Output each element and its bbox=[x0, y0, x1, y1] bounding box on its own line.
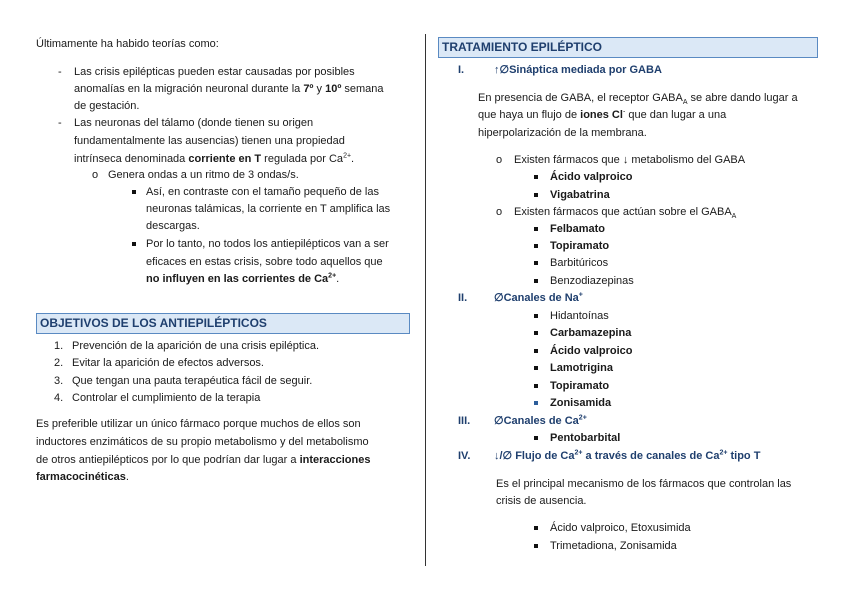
square-bullet bbox=[534, 430, 538, 448]
drug-item: Topiramato bbox=[550, 380, 610, 392]
objective-item: Que tengan una pauta terapéutica fácil de seguir. bbox=[72, 375, 313, 387]
square-bullet bbox=[534, 325, 538, 343]
paragraph-line: Es preferible utilizar un único fármaco porque muchos de ellos son bbox=[36, 418, 361, 430]
square-bullet bbox=[534, 343, 538, 361]
roman-numeral: IV. bbox=[458, 450, 471, 462]
square-bullet bbox=[534, 360, 538, 378]
dash2-line: Las neuronas del tálamo (donde tienen su origen bbox=[74, 117, 314, 129]
sub-item: Existen fármacos que ↓ metabolismo del GABA bbox=[514, 154, 746, 166]
sub-item: Genera ondas a un ritmo de 3 ondas/s. bbox=[108, 169, 299, 181]
sq2-line: no influyen en las corrientes de $Ca^{2+}$. bbox=[146, 272, 340, 285]
paragraph-line: hiperpolarización de la membrana. bbox=[478, 127, 647, 139]
sq1-line: descargas. bbox=[146, 220, 200, 232]
dash-bullet: - bbox=[58, 117, 62, 129]
dash2-line: fundamentalmente las ausencias) tienen una propiedad bbox=[74, 135, 345, 147]
paragraph-line: Es el principal mecanismo de los fármacos que controlan las bbox=[496, 478, 792, 490]
paragraph-line: inductores enzimáticos de su propio metabolismo y del metabolismo bbox=[36, 436, 369, 448]
square-bullet bbox=[534, 538, 538, 556]
circle-bullet: o bbox=[496, 154, 503, 166]
list-number: 2. bbox=[54, 357, 64, 369]
roman-numeral: I. bbox=[458, 64, 465, 76]
list-number: 4. bbox=[54, 392, 64, 404]
drug-item: Topiramato bbox=[550, 240, 610, 252]
square-bullet bbox=[534, 255, 538, 273]
drug-item: Barbitúricos bbox=[550, 257, 609, 269]
section-heading: ∅Canales de Na+ bbox=[494, 291, 583, 304]
paragraph-line: crisis de ausencia. bbox=[496, 495, 587, 507]
dash1-line: anomalías en la migración neuronal durante la 7º y 10º semana bbox=[74, 83, 384, 95]
drug-item: Trimetadiona, Zonisamida bbox=[550, 540, 677, 552]
drug-item: Vigabatrina bbox=[550, 189, 610, 201]
square-bullet bbox=[534, 395, 538, 413]
objective-item: Controlar el cumplimiento de la terapia bbox=[72, 392, 261, 404]
square-bullet bbox=[534, 221, 538, 239]
dash2-line: intrínseca denominada corriente en T regulada por $Ca^{2+}$. bbox=[74, 152, 355, 165]
paragraph-line: de otros antiepilépticos por lo que podrían dar lugar a interacciones bbox=[36, 454, 371, 466]
sq2-line: eficaces en estas crisis, sobre todo aquellos que bbox=[146, 256, 383, 268]
roman-numeral: II. bbox=[458, 292, 468, 304]
drug-item: Ácido valproico, Etoxusimida bbox=[550, 522, 691, 534]
intro-text: Últimamente ha habido teorías como: bbox=[36, 38, 219, 50]
objectives-title: OBJETIVOS DE LOS ANTIEPILÉPTICOS bbox=[36, 313, 410, 334]
objective-item: Evitar la aparición de efectos adversos. bbox=[72, 357, 264, 369]
sub-item: Existen fármacos que actúan sobre el $GABA_A$ bbox=[514, 206, 737, 221]
drug-item: Ácido valproico bbox=[550, 171, 633, 183]
square-bullet bbox=[534, 238, 538, 256]
dash1-line: Las crisis epilépticas pueden estar causadas por posibles bbox=[74, 66, 355, 78]
drug-item: Zonisamida bbox=[550, 397, 612, 409]
square-bullet bbox=[132, 184, 136, 202]
circle-bullet: o bbox=[92, 169, 99, 181]
drug-item: Carbamazepina bbox=[550, 327, 632, 339]
paragraph-line: farmacocinéticas. bbox=[36, 471, 129, 483]
square-bullet bbox=[534, 169, 538, 187]
objective-item: Prevención de la aparición de una crisis epiléptica. bbox=[72, 340, 320, 352]
drug-item: Lamotrigina bbox=[550, 362, 613, 374]
circle-bullet: o bbox=[496, 206, 503, 218]
paragraph-line: En presencia de GABA, el receptor $GABA_A$ se abre dando lugar a bbox=[478, 92, 798, 107]
square-bullet bbox=[534, 273, 538, 291]
list-number: 1. bbox=[54, 340, 64, 352]
square-bullet bbox=[534, 520, 538, 538]
section-heading: ∅Canales de $Ca^{2+}$ bbox=[494, 414, 587, 427]
section-heading: ↑∅Sináptica mediada por GABA bbox=[494, 64, 662, 76]
treatment-title: TRATAMIENTO EPILÉPTICO bbox=[438, 37, 818, 58]
drug-item: Felbamato bbox=[550, 223, 606, 235]
dash-bullet: - bbox=[58, 66, 62, 78]
drug-item: Pentobarbital bbox=[550, 432, 621, 444]
sq1-line: Así, en contraste con el tamaño pequeño de las bbox=[146, 186, 379, 198]
square-bullet bbox=[534, 378, 538, 396]
paragraph-line: que haya un flujo de iones Cl- que dan lugar a una bbox=[478, 108, 727, 121]
square-bullet bbox=[132, 236, 136, 254]
roman-numeral: III. bbox=[458, 415, 471, 427]
list-number: 3. bbox=[54, 375, 64, 387]
sq2-line: Por lo tanto, no todos los antiepilépticos van a ser bbox=[146, 238, 389, 250]
dash1-line: de gestación. bbox=[74, 100, 140, 112]
drug-item: Ácido valproico bbox=[550, 345, 633, 357]
square-bullet bbox=[534, 308, 538, 326]
sq1-line: neuronas talámicas, la corriente en T amplifica las bbox=[146, 203, 391, 215]
square-bullet bbox=[534, 187, 538, 205]
drug-item: Hidantoínas bbox=[550, 310, 609, 322]
drug-item: Benzodiazepinas bbox=[550, 275, 634, 287]
column-divider bbox=[425, 34, 426, 566]
section-heading: ↓/∅ Flujo de $Ca^{2+}$ a través de canales de $Ca^{2+}$ tipo T bbox=[494, 449, 761, 462]
